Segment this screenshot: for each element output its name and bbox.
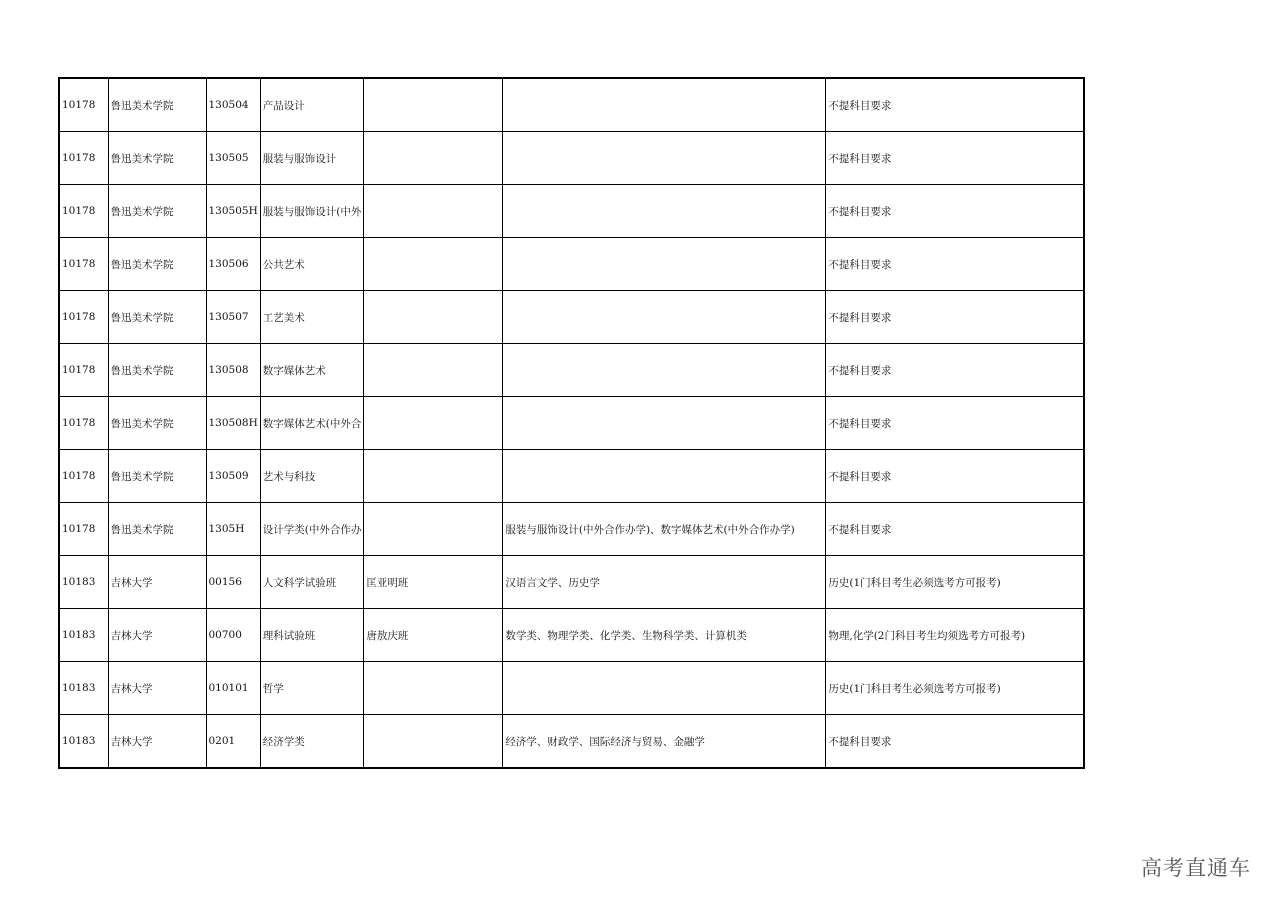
table-row <box>59 132 1084 185</box>
school-code-cell: 10178 <box>59 132 108 185</box>
school-code-cell: 10178 <box>59 291 108 344</box>
major-name-cell: 服装与服饰设计 <box>260 132 364 185</box>
table-row <box>59 397 1084 450</box>
subject-requirement-cell: 不提科目要求 <box>826 185 1084 238</box>
school-name-cell: 鲁迅美术学院 <box>108 344 206 397</box>
subject-requirement-cell: 不提科目要求 <box>826 132 1084 185</box>
major-name-cell: 公共艺术 <box>260 238 364 291</box>
table-row <box>59 344 1084 397</box>
included-majors-cell <box>503 238 826 291</box>
major-name-cell: 哲学 <box>260 662 364 715</box>
class-note-cell <box>364 662 503 715</box>
class-note-cell <box>364 132 503 185</box>
major-name-cell: 艺术与科技 <box>260 450 364 503</box>
major-name-cell: 经济学类 <box>260 715 364 769</box>
school-name-cell: 鲁迅美术学院 <box>108 503 206 556</box>
subject-requirement-cell: 不提科目要求 <box>826 397 1084 450</box>
class-note-cell <box>364 185 503 238</box>
major-code-cell: 010101 <box>206 662 260 715</box>
table-row <box>59 450 1084 503</box>
class-note-cell <box>364 344 503 397</box>
school-code-cell: 10178 <box>59 344 108 397</box>
subject-requirement-cell: 物理,化学(2门科目考生均须选考方可报考) <box>826 609 1084 662</box>
major-name-cell: 人文科学试验班 <box>260 556 364 609</box>
class-note-cell <box>364 503 503 556</box>
requirements-table <box>58 77 1085 769</box>
included-majors-cell: 服装与服饰设计(中外合作办学)、数字媒体艺术(中外合作办学) <box>503 503 826 556</box>
major-code-cell: 130509 <box>206 450 260 503</box>
included-majors-cell <box>503 132 826 185</box>
subject-requirement-cell: 不提科目要求 <box>826 78 1084 132</box>
major-name-cell: 服装与服饰设计(中外 <box>260 185 364 238</box>
table-row <box>59 662 1084 715</box>
class-note-cell <box>364 397 503 450</box>
table-body <box>59 78 1084 768</box>
school-code-cell: 10178 <box>59 450 108 503</box>
included-majors-cell <box>503 397 826 450</box>
major-code-cell: 0201 <box>206 715 260 769</box>
subject-requirement-cell: 不提科目要求 <box>826 238 1084 291</box>
major-code-cell: 130505 <box>206 132 260 185</box>
school-code-cell: 10178 <box>59 503 108 556</box>
school-code-cell: 10183 <box>59 715 108 769</box>
school-name-cell: 鲁迅美术学院 <box>108 132 206 185</box>
school-name-cell: 鲁迅美术学院 <box>108 78 206 132</box>
major-code-cell: 130504 <box>206 78 260 132</box>
class-note-cell <box>364 78 503 132</box>
class-note-cell <box>364 450 503 503</box>
school-code-cell: 10178 <box>59 397 108 450</box>
school-code-cell: 10178 <box>59 185 108 238</box>
included-majors-cell: 汉语言文学、历史学 <box>503 556 826 609</box>
school-code-cell: 10183 <box>59 609 108 662</box>
major-code-cell: 130505H <box>206 185 260 238</box>
included-majors-cell: 经济学、财政学、国际经济与贸易、金融学 <box>503 715 826 769</box>
class-note-cell <box>364 291 503 344</box>
included-majors-cell <box>503 450 826 503</box>
table-row <box>59 78 1084 132</box>
major-name-cell: 设计学类(中外合作办 <box>260 503 364 556</box>
major-name-cell: 数字媒体艺术 <box>260 344 364 397</box>
school-name-cell: 鲁迅美术学院 <box>108 238 206 291</box>
school-code-cell: 10183 <box>59 662 108 715</box>
school-code-cell: 10178 <box>59 238 108 291</box>
table-row <box>59 715 1084 769</box>
included-majors-cell <box>503 291 826 344</box>
major-code-cell: 00700 <box>206 609 260 662</box>
school-name-cell: 吉林大学 <box>108 715 206 769</box>
table-row <box>59 556 1084 609</box>
class-note-cell <box>364 238 503 291</box>
subject-requirement-cell: 不提科目要求 <box>826 503 1084 556</box>
school-name-cell: 鲁迅美术学院 <box>108 185 206 238</box>
table-row <box>59 185 1084 238</box>
major-name-cell: 理科试验班 <box>260 609 364 662</box>
subject-requirement-cell: 不提科目要求 <box>826 450 1084 503</box>
major-name-cell: 数字媒体艺术(中外合 <box>260 397 364 450</box>
included-majors-cell <box>503 185 826 238</box>
major-code-cell: 130508H <box>206 397 260 450</box>
school-name-cell: 吉林大学 <box>108 556 206 609</box>
subject-requirement-cell: 历史(1门科目考生必须选考方可报考) <box>826 662 1084 715</box>
table-row <box>59 609 1084 662</box>
included-majors-cell <box>503 78 826 132</box>
table-row <box>59 291 1084 344</box>
subject-requirement-cell: 历史(1门科目考生必须选考方可报考) <box>826 556 1084 609</box>
table-row <box>59 503 1084 556</box>
school-name-cell: 吉林大学 <box>108 662 206 715</box>
school-name-cell: 鲁迅美术学院 <box>108 450 206 503</box>
subject-requirement-cell: 不提科目要求 <box>826 344 1084 397</box>
major-code-cell: 1305H <box>206 503 260 556</box>
class-note-cell <box>364 715 503 769</box>
major-code-cell: 130507 <box>206 291 260 344</box>
included-majors-cell <box>503 344 826 397</box>
included-majors-cell: 数学类、物理学类、化学类、生物科学类、计算机类 <box>503 609 826 662</box>
school-name-cell: 鲁迅美术学院 <box>108 397 206 450</box>
school-name-cell: 吉林大学 <box>108 609 206 662</box>
major-code-cell: 130506 <box>206 238 260 291</box>
major-name-cell: 产品设计 <box>260 78 364 132</box>
watermark-logo-text: 高考直通车 <box>1141 856 1251 880</box>
school-code-cell: 10183 <box>59 556 108 609</box>
included-majors-cell <box>503 662 826 715</box>
major-name-cell: 工艺美术 <box>260 291 364 344</box>
class-note-cell: 唐敖庆班 <box>364 609 503 662</box>
major-code-cell: 00156 <box>206 556 260 609</box>
table-row <box>59 238 1084 291</box>
school-name-cell: 鲁迅美术学院 <box>108 291 206 344</box>
subject-requirement-cell: 不提科目要求 <box>826 291 1084 344</box>
subject-requirement-cell: 不提科目要求 <box>826 715 1084 769</box>
class-note-cell: 匡亚明班 <box>364 556 503 609</box>
major-code-cell: 130508 <box>206 344 260 397</box>
school-code-cell: 10178 <box>59 78 108 132</box>
